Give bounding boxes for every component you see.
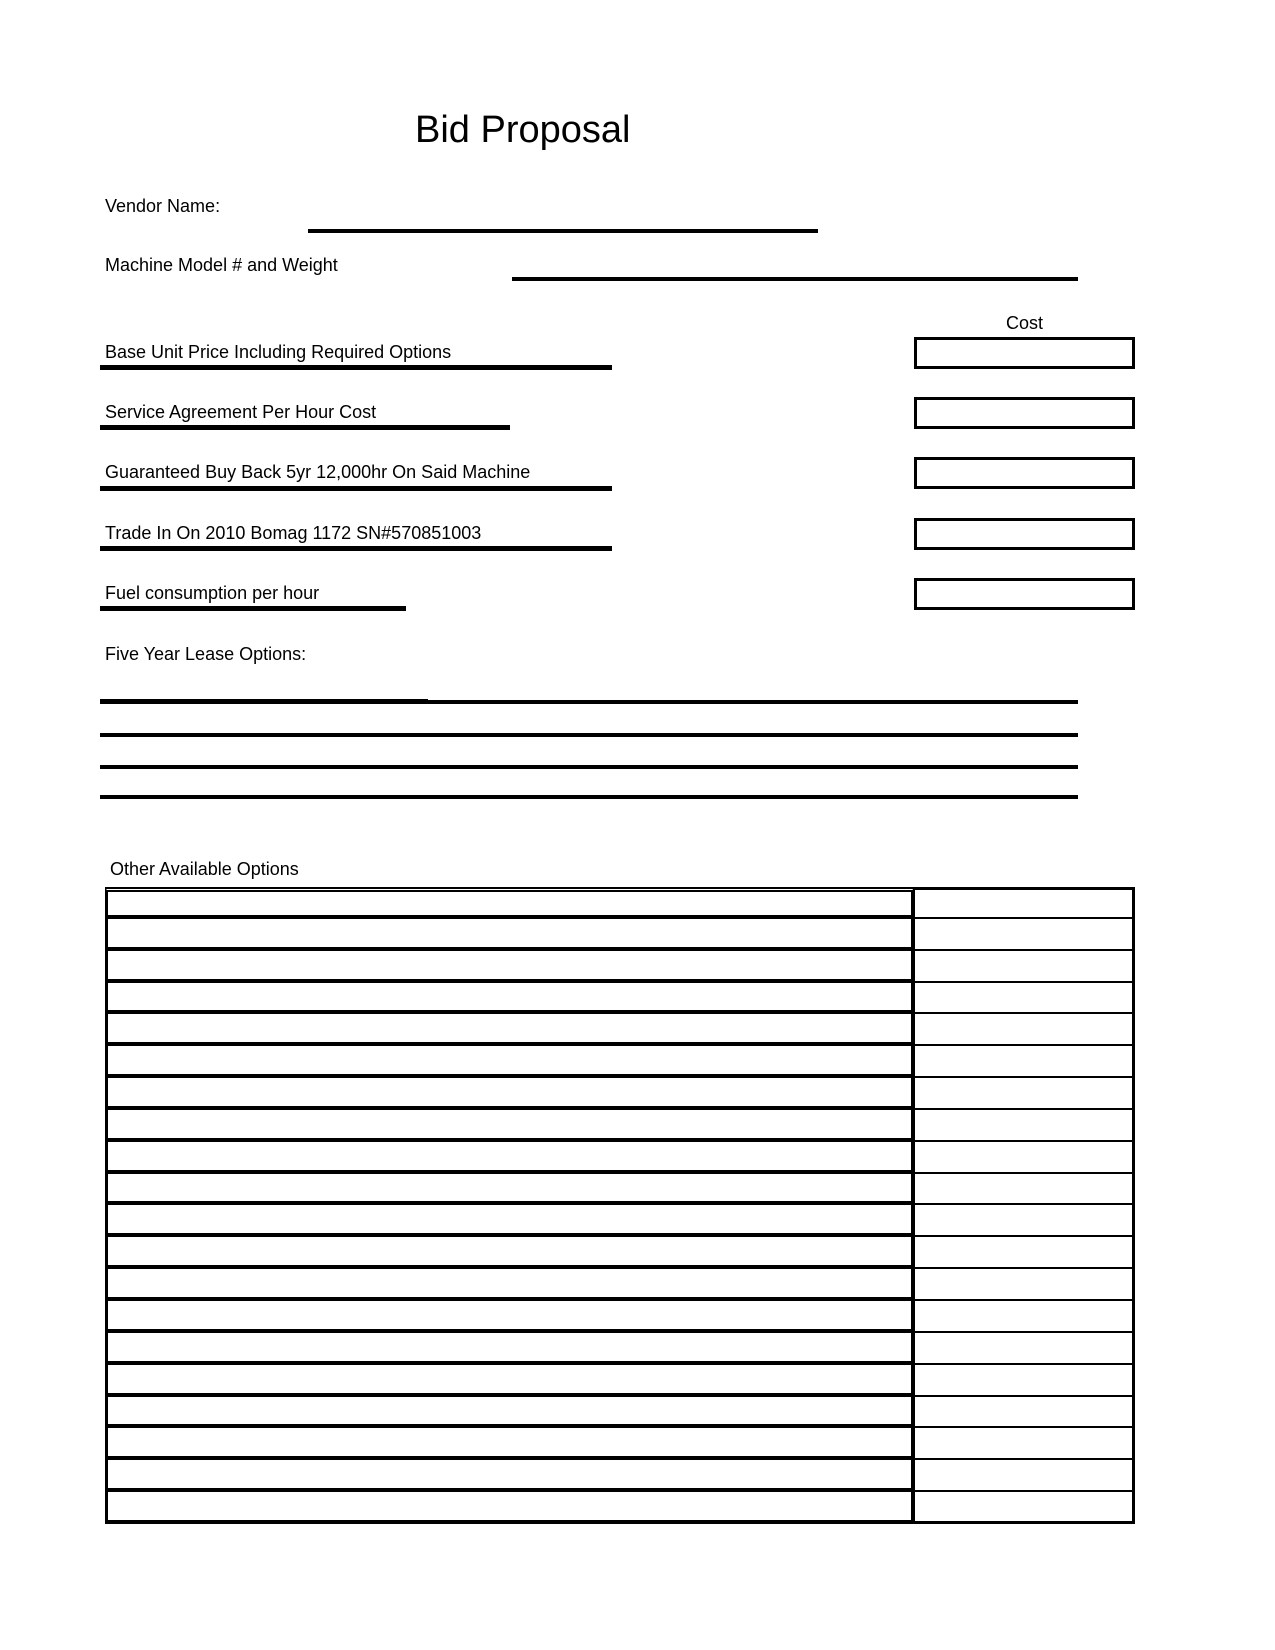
lease-option-line-4[interactable] (100, 795, 1078, 799)
option-description-cell[interactable] (105, 1269, 915, 1301)
lease-option-line-1[interactable] (428, 700, 1078, 704)
vendor-name-label: Vendor Name: (105, 196, 221, 216)
option-description-cell[interactable] (105, 1110, 915, 1142)
option-cost-cell[interactable] (915, 1205, 1135, 1237)
options-table-row (105, 1460, 1135, 1492)
service-agreement-cost-box[interactable] (914, 397, 1135, 429)
options-table-row (105, 1492, 1135, 1524)
option-cost-cell[interactable] (915, 1428, 1135, 1460)
option-description-cell[interactable] (105, 1174, 915, 1206)
option-description-cell[interactable] (105, 1078, 915, 1110)
trade-in-label: Trade In On 2010 Bomag 1172 SN#570851003 (105, 523, 482, 543)
options-table-row (105, 1365, 1135, 1397)
option-description-cell[interactable] (105, 1237, 915, 1269)
options-table-row (105, 1333, 1135, 1365)
vendor-name-field[interactable] (308, 229, 818, 233)
options-table-row (105, 1237, 1135, 1269)
option-cost-cell[interactable] (915, 1014, 1135, 1046)
guaranteed-buy-back-cost-box[interactable] (914, 457, 1135, 489)
option-cost-cell[interactable] (915, 1397, 1135, 1429)
other-available-options-label: Other Available Options (110, 859, 299, 879)
options-table-row (105, 1110, 1135, 1142)
option-cost-cell[interactable] (915, 1269, 1135, 1301)
options-table-row (105, 1142, 1135, 1174)
base-unit-price-label: Base Unit Price Including Required Options (105, 342, 452, 362)
options-table-row (105, 1397, 1135, 1429)
options-table-row (105, 919, 1135, 951)
option-description-cell[interactable] (105, 951, 915, 983)
lease-option-line-3[interactable] (100, 765, 1078, 769)
option-description-cell[interactable] (105, 1365, 915, 1397)
fuel-consumption-label: Fuel consumption per hour (105, 583, 320, 603)
option-description-cell[interactable] (105, 919, 915, 951)
fuel-consumption-underline (100, 606, 406, 611)
options-table (105, 887, 1135, 1524)
option-cost-cell[interactable] (915, 1237, 1135, 1269)
option-cost-cell[interactable] (915, 1078, 1135, 1110)
option-cost-cell[interactable] (915, 887, 1135, 919)
option-description-cell[interactable] (105, 1301, 915, 1333)
option-description-cell[interactable] (105, 1333, 915, 1365)
option-description-cell[interactable] (105, 1142, 915, 1174)
options-table-row (105, 1205, 1135, 1237)
guaranteed-buy-back-underline (100, 486, 612, 491)
option-cost-cell[interactable] (915, 1460, 1135, 1492)
options-table-row (105, 983, 1135, 1015)
options-table-row (105, 1014, 1135, 1046)
option-cost-cell[interactable] (915, 1174, 1135, 1206)
option-cost-cell[interactable] (915, 983, 1135, 1015)
trade-in-cost-box[interactable] (914, 518, 1135, 550)
option-description-cell[interactable] (105, 983, 915, 1015)
option-description-cell[interactable] (105, 1205, 915, 1237)
cost-column-header: Cost (1005, 313, 1043, 333)
option-description-cell[interactable] (105, 1046, 915, 1078)
options-table-row (105, 887, 1135, 919)
options-table-row (105, 1301, 1135, 1333)
five-year-lease-label: Five Year Lease Options: (105, 644, 307, 664)
options-table-row (105, 1428, 1135, 1460)
service-agreement-underline (100, 425, 510, 430)
page-title: Bid Proposal (415, 109, 631, 151)
option-description-cell[interactable] (105, 1014, 915, 1046)
options-table-row (105, 951, 1135, 983)
machine-model-field[interactable] (512, 277, 1078, 281)
five-year-lease-underline (100, 699, 428, 704)
base-unit-price-underline (100, 365, 612, 370)
options-table-row (105, 1046, 1135, 1078)
fuel-consumption-cost-box[interactable] (914, 578, 1135, 610)
option-description-cell[interactable] (105, 1460, 915, 1492)
trade-in-underline (100, 546, 612, 551)
options-table-row (105, 1269, 1135, 1301)
option-cost-cell[interactable] (915, 1301, 1135, 1333)
option-description-cell[interactable] (105, 1492, 915, 1524)
option-description-cell[interactable] (105, 887, 915, 919)
machine-model-label: Machine Model # and Weight (105, 255, 338, 275)
option-cost-cell[interactable] (915, 1333, 1135, 1365)
lease-option-line-2[interactable] (100, 733, 1078, 737)
option-cost-cell[interactable] (915, 919, 1135, 951)
option-cost-cell[interactable] (915, 1365, 1135, 1397)
base-unit-price-cost-box[interactable] (914, 337, 1135, 369)
options-table-row (105, 1078, 1135, 1110)
option-description-cell[interactable] (105, 1397, 915, 1429)
option-cost-cell[interactable] (915, 1046, 1135, 1078)
option-description-cell[interactable] (105, 1428, 915, 1460)
option-cost-cell[interactable] (915, 1142, 1135, 1174)
guaranteed-buy-back-label: Guaranteed Buy Back 5yr 12,000hr On Said Machine (105, 462, 531, 482)
option-cost-cell[interactable] (915, 1492, 1135, 1524)
option-cost-cell[interactable] (915, 1110, 1135, 1142)
service-agreement-label: Service Agreement Per Hour Cost (105, 402, 377, 422)
option-cost-cell[interactable] (915, 951, 1135, 983)
options-table-row (105, 1174, 1135, 1206)
